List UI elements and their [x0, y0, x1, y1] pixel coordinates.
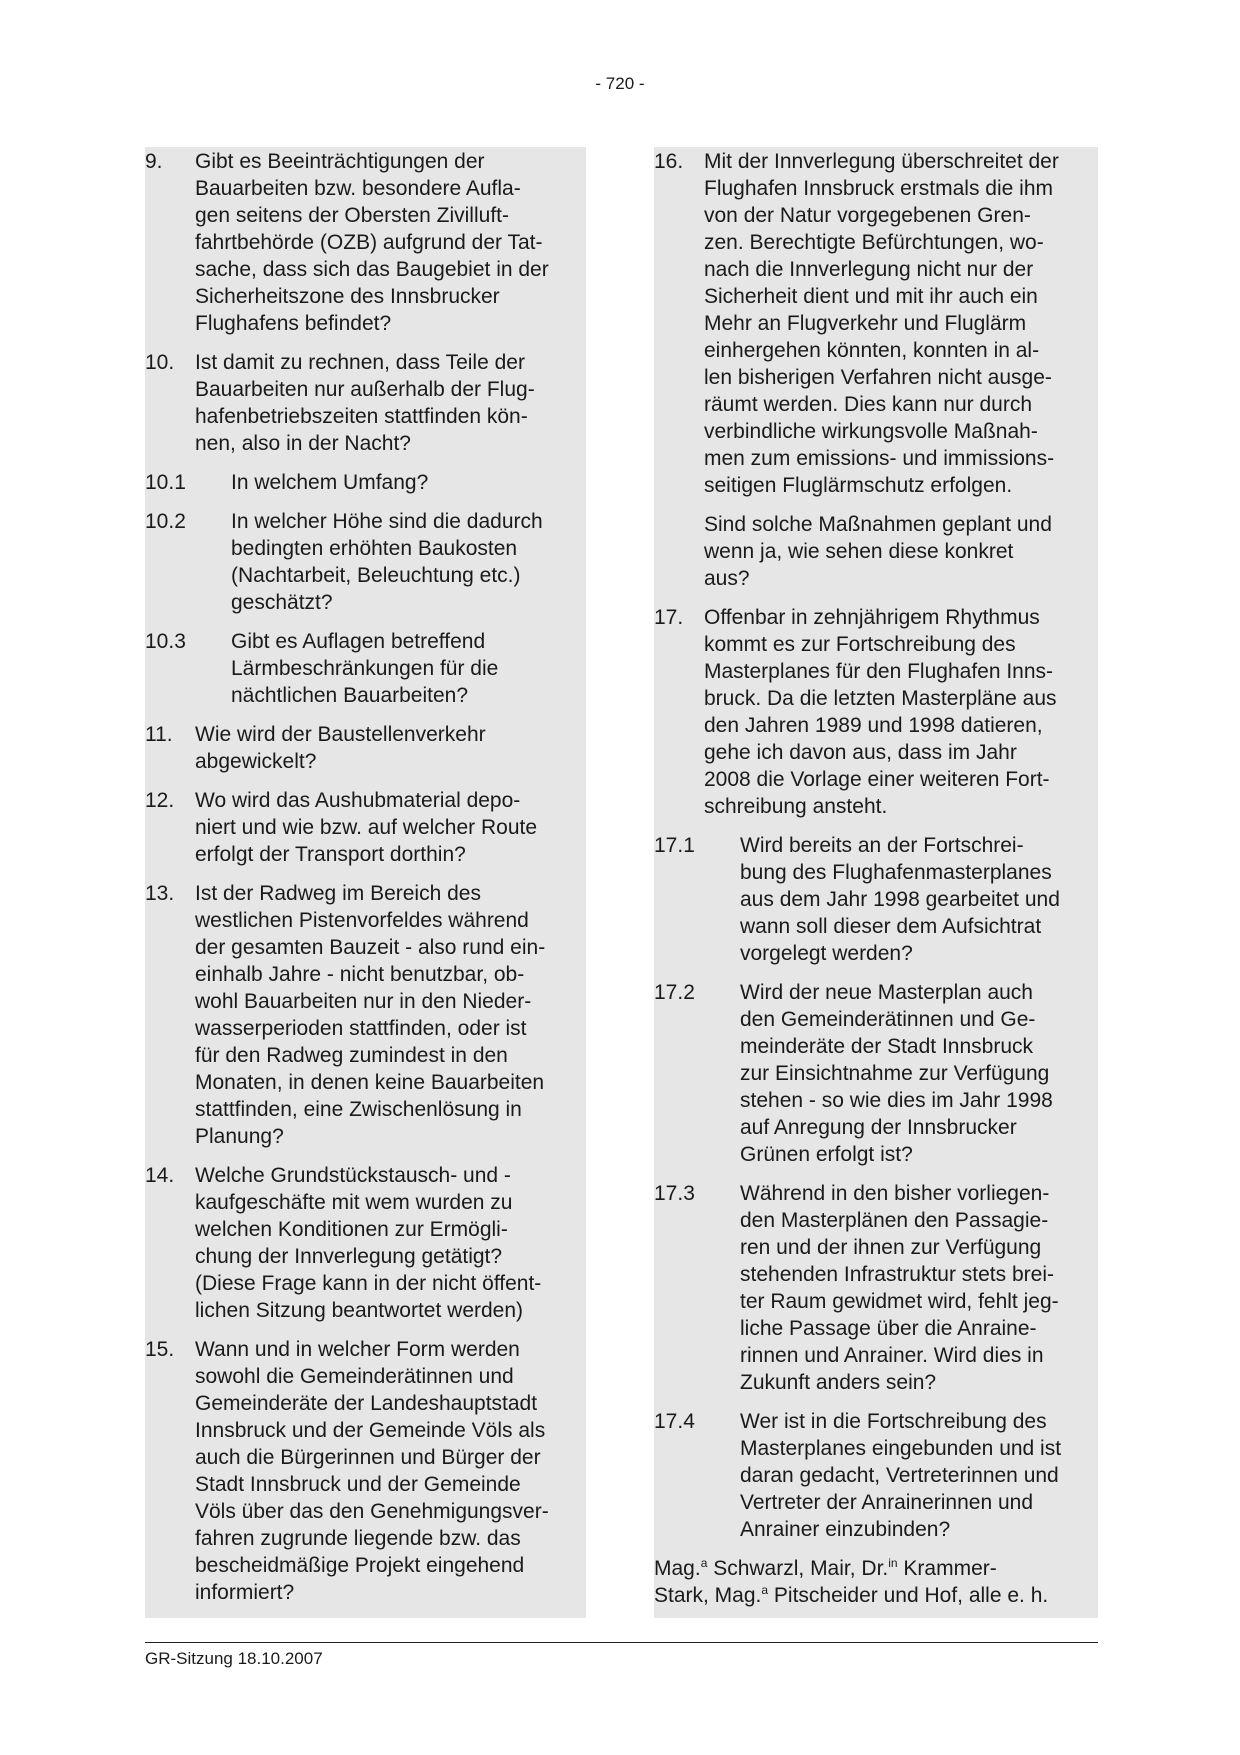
footer-divider: [145, 1642, 1098, 1643]
signature-part-4: Pitscheider und Hof, alle e. h.: [768, 1584, 1049, 1607]
question-item: [145, 1162, 586, 1324]
question-text: Während in den bisher vorliegen- den Masterplänen den Passagie- ren und der ihnen zur Verfügung stehenden Infrastruktur stets brei- ter Raum gewidmet wird, fehlt jeg- liche Passage über die Anraine- rinnen und Anrainer. Wird dies in Zukunft anders sein?: [740, 1182, 1059, 1394]
question-item: [145, 880, 586, 1150]
question-number: 10.1: [145, 471, 186, 494]
question-item: [145, 1336, 586, 1606]
question-number: 17.2: [654, 981, 695, 1004]
question-number: 15.: [145, 1338, 175, 1361]
signature-sup-3: a: [761, 1583, 769, 1597]
page-number: - 720 -: [595, 74, 645, 93]
question-text: Ist damit zu rechnen, dass Teile der Bauarbeiten nur außerhalb der Flug- hafenbetriebszeiten stattfinden kön- nen, also in der Nacht?: [195, 351, 535, 455]
question-item: [145, 787, 586, 868]
question-number: 13.: [145, 882, 175, 905]
right-question-list-a: [654, 148, 1098, 499]
question-text: Wird bereits an der Fortschrei- bung des Flughafenmasterplanes aus dem Jahr 1998 gearbeitet und wann soll dieser dem Aufsichtrat vorgelegt werden?: [740, 834, 1060, 965]
question-item: [145, 628, 586, 709]
question-number: 17.1: [654, 834, 695, 857]
question-item: [654, 1180, 1098, 1396]
signature-part-1: Mag.: [654, 1557, 701, 1580]
footer-session-date: GR-Sitzung 18.10.2007: [145, 1649, 323, 1668]
question-text: Offenbar in zehnjährigem Rhythmus kommt es zur Fortschreibung des Masterplanes für den Flughafen Inns- bruck. Da die letzten Masterpläne aus den Jahren 1989 und 1998 datieren, gehe ich davon aus, dass im Jahr 2008 die Vorlage einer weiteren Fort- schreibung ansteht.: [704, 606, 1057, 818]
question-number: 10.3: [145, 630, 186, 653]
question-text: Gibt es Beeinträchtigungen der Bauarbeiten bzw. besondere Aufla- gen seitens der Obersten Zivilluft- fahrtbehörde (OZB) aufgrund der Tat- sache, dass sich das Baugebiet in der Sicherheitszone des Innsbrucker Flughafens befindet?: [195, 150, 549, 335]
question-text: Wann und in welcher Form werden sowohl die Gemeinderätinnen und Gemeinderäte der Landeshauptstadt Innsbruck und der Gemeinde Völs als auch die Bürgerinnen und Bürger der Stadt Innsbruck und der Gemeinde Völs über das den Genehmigungsver- fahren zugrunde liegende bzw. das bescheidmäßige Projekt eingehend informiert?: [195, 1338, 549, 1604]
question-text: Welche Grundstückstausch- und - kaufgeschäfte mit wem wurden zu welchen Konditionen zur Ermögli- chung der Innverlegung getätigt? (Diese Frage kann in der nicht öffent- lichen Sitzung beantwortet werden): [195, 1164, 542, 1322]
signature-sup-1: a: [700, 1556, 708, 1570]
question-number: 17.4: [654, 1410, 695, 1433]
right-question-list-b: [654, 604, 1098, 1543]
question-item: [145, 349, 586, 457]
question-text: Wird der neue Masterplan auch den Gemeinderätinnen und Ge- meinderäte der Stadt Innsbruck zur Einsichtnahme zur Verfügung stehen - so wie dies im Jahr 1998 auf Anregung der Innsbrucker Grünen erfolgt ist?: [740, 981, 1053, 1166]
question-number: 17.: [654, 606, 684, 629]
question-number: 11.: [145, 723, 173, 746]
question-number: 9.: [145, 150, 163, 173]
right-column: [654, 147, 1098, 1618]
question-item: [654, 148, 1098, 499]
question-number: 17.3: [654, 1182, 695, 1205]
question-item: [654, 979, 1098, 1168]
question-text: In welcher Höhe sind die dadurch bedingten erhöhten Baukosten (Nachtarbeit, Beleuchtung etc.) geschätzt?: [231, 510, 543, 614]
question-text: In welchem Umfang?: [231, 471, 429, 494]
question-text: Wo wird das Aushubmaterial depo- niert und wie bzw. auf welcher Route erfolgt der Transport dorthin?: [195, 789, 538, 866]
question-item: [145, 721, 586, 775]
question-text: Gibt es Auflagen betreffend Lärmbeschränkungen für die nächtlichen Bauarbeiten?: [231, 630, 499, 707]
question-item: [654, 1408, 1098, 1543]
signature-sup-2: in: [888, 1556, 898, 1570]
question-item: [654, 832, 1098, 967]
continuation-paragraph: Sind solche Maßnahmen geplant und wenn ja, wie sehen diese konkret aus?: [704, 513, 1052, 590]
question-number: 14.: [145, 1164, 175, 1187]
question-text: Mit der Innverlegung überschreitet der Flughafen Innsbruck erstmals die ihm von der Natur vorgegebenen Gren- zen. Berechtigte Befürchtungen, wo- nach die Innverlegung nicht nur der Sicherheit dient und mit ihr auch ein Mehr an Flugverkehr und Fluglärm einhergehen könnten, konnten in al- len bisherigen Verfahren nicht ausge- räumt werden. Dies kann nur durch verbindliche wirkungsvolle Maßnah- men zum emissions- und immissions- seitigen Fluglärmschutz erfolgen.: [704, 150, 1059, 497]
signature-part-3: Krammer- Stark, Mag.: [654, 1557, 997, 1607]
signature-part-2: Schwarzl, Mair, Dr.: [707, 1557, 889, 1580]
question-number: 10.: [145, 351, 175, 374]
question-item: [145, 469, 586, 496]
left-question-list: [145, 148, 586, 1606]
question-item: [145, 508, 586, 616]
question-number: 10.2: [145, 510, 186, 533]
left-column: [145, 147, 586, 1618]
question-text: Ist der Radweg im Bereich des westlichen Pistenvorfeldes während der gesamten Bauzeit - also rund ein- einhalb Jahre - nicht benutzbar, ob- wohl Bauarbeiten nur in den Nieder- wasserperioden stattfinden, oder ist für den Radweg zumindest in den Monaten, in denen keine Bauarbeiten stattfinden, eine Zwischenlösung in Planung?: [195, 882, 546, 1148]
question-text: Wer ist in die Fortschreibung des Masterplanes eingebunden und ist daran gedacht, Vertreterinnen und Vertreter der Anrainerinnen und Anrainer einzubinden?: [740, 1410, 1062, 1541]
signatories: [654, 1555, 1098, 1609]
question-number: 16.: [654, 150, 684, 173]
question-text: Wie wird der Baustellenverkehr abgewickelt?: [195, 723, 486, 773]
question-number: 12.: [145, 789, 175, 812]
question-item: [145, 148, 586, 337]
question-item: [654, 604, 1098, 820]
